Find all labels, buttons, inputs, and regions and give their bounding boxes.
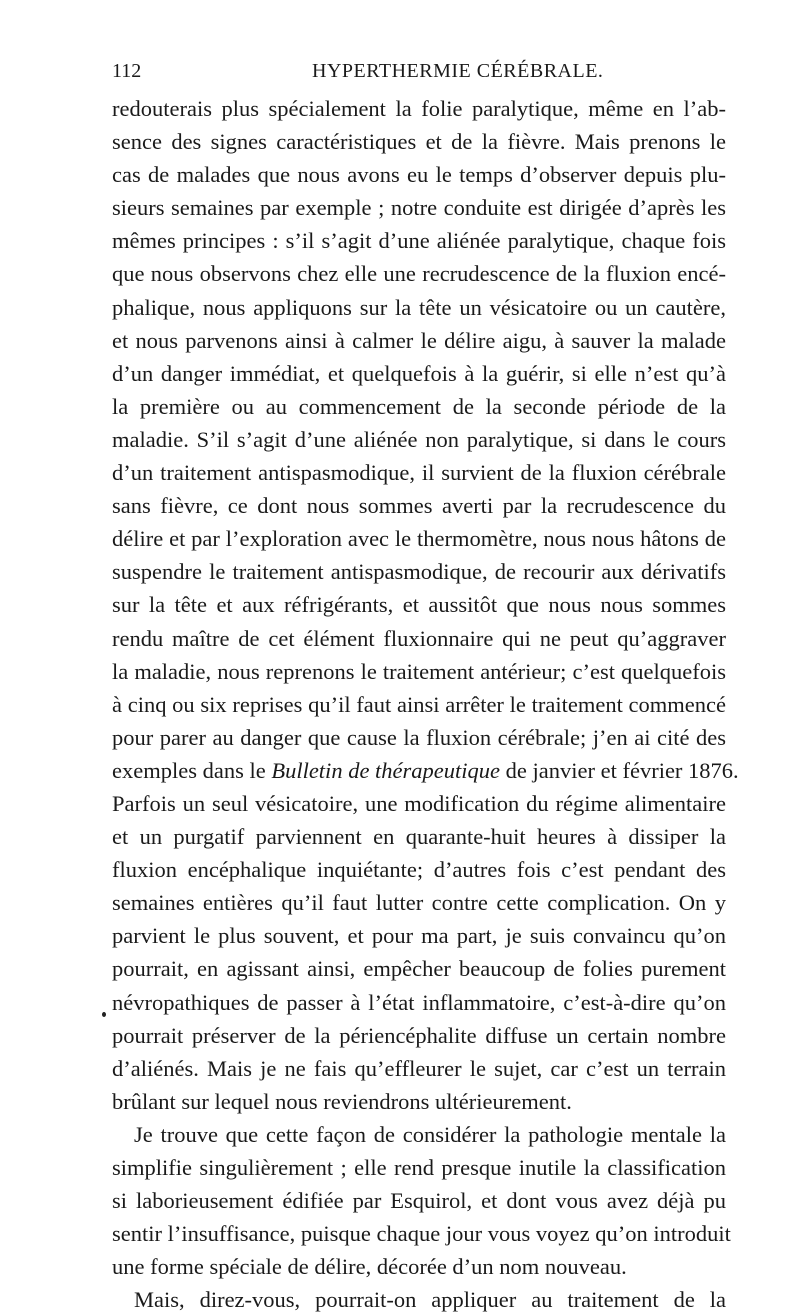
- text-line: et nous parvenons ainsi à calmer le délire aigu, à sauver la malade: [112, 327, 726, 353]
- text-line: parvient le plus souvent, et pour ma part, je suis convaincu qu’on: [112, 923, 726, 949]
- text-line: sieurs semaines par exemple ; notre conduite est dirigée d’après les: [112, 195, 726, 221]
- citation-suffix: de janvier et février 1876.: [500, 757, 739, 783]
- text-line: d’un danger immédiat, et quelquefois à la guérir, si elle n’est qu’à: [112, 360, 726, 386]
- text-line: d’un traitement antispasmodique, il survient de la fluxion cérébrale: [112, 460, 726, 486]
- text-line: suspendre le traitement antispasmodique, de recourir aux dérivatifs: [112, 559, 726, 585]
- running-head: [112, 56, 724, 86]
- text-line: la maladie, nous reprenons le traitement antérieur; c’est quelquefois: [112, 658, 726, 684]
- text-line: mêmes principes : s’il s’agit d’une aliénée paralytique, chaque fois: [112, 228, 726, 254]
- text-line: brûlant sur lequel nous reviendrons ultérieurement.: [112, 1088, 572, 1114]
- text-line: phalique, nous appliquons sur la tête un vésicatoire ou un cautère,: [112, 294, 726, 320]
- text-line: et un purgatif parviennent en quarante-huit heures à dissiper la: [112, 824, 726, 850]
- text-line: sentir l’insuffisance, puisque chaque jour vous voyez qu’on introduit: [112, 1221, 731, 1247]
- text-line: pourrait, en agissant ainsi, empêcher beaucoup de folies purement: [112, 956, 726, 982]
- text-line: délire et par l’exploration avec le thermomètre, nous nous hâtons de: [112, 526, 726, 552]
- paragraph-3: [112, 1283, 726, 1316]
- text-line: une forme spéciale de délire, décorée d’un nom nouveau.: [112, 1254, 627, 1280]
- text-line: maladie. S’il s’agit d’une aliénée non paralytique, si dans le cours: [112, 426, 726, 452]
- text-line: simplifie singulièrement ; elle rend presque inutile la classification: [112, 1155, 726, 1180]
- citation-prefix: exemples dans le: [112, 757, 272, 783]
- journal-title: Bulletin de thérapeutique: [271, 757, 501, 783]
- text-line: névropathiques de passer à l’état inflammatoire, c’est-à-dire qu’on: [112, 989, 726, 1015]
- text-line: fluxion encéphalique inquiétante; d’autres fois c’est pendant des: [112, 857, 726, 883]
- text-line: sans fièvre, ce dont nous sommes averti par la recrudescence du: [112, 493, 726, 519]
- text-line: si laborieusement édifiée par Esquirol, et dont vous avez déjà pu: [112, 1188, 726, 1214]
- text-line: cas de malades que nous avons eu le temps d’observer depuis plu-: [112, 162, 726, 188]
- paragraph-2: [112, 1118, 731, 1283]
- text-line: à cinq ou six reprises qu’il faut ainsi arrêter le traitement commencé: [112, 691, 726, 717]
- text-line: Je trouve que cette façon de considérer la pathologie mentale la: [134, 1121, 726, 1147]
- paragraph-1: [112, 92, 739, 1118]
- text-line: Mais, direz-vous, pourrait-on appliquer au traitement de la: [134, 1287, 726, 1313]
- text-line: rendu maître de cet élément fluxionnaire qui ne peut qu’aggraver: [112, 625, 726, 651]
- text-line-citation: [112, 754, 739, 787]
- text-line: sence des signes caractéristiques et de la fièvre. Mais prenons le: [112, 129, 726, 155]
- text-line: que nous observons chez elle une recrudescence de la fluxion encé-: [112, 261, 726, 287]
- ink-speck: [102, 1012, 106, 1017]
- text-line: Parfois un seul vésicatoire, une modification du régime alimentaire: [112, 790, 726, 816]
- text-line: sur la tête et aux réfrigérants, et aussitôt que nous nous sommes: [112, 592, 726, 618]
- page-number: 112: [112, 60, 142, 82]
- text-line: d’aliénés. Mais je ne fais qu’effleurer le sujet, car c’est un terrain: [112, 1055, 726, 1081]
- text-line: la première ou au commencement de la seconde période de la: [112, 393, 726, 419]
- body-text: [112, 92, 739, 1316]
- text-line: pourrait préserver de la périencéphalite diffuse un certain nombre: [112, 1022, 726, 1048]
- running-title: HYPERTHERMIE CÉRÉBRALE.: [312, 60, 604, 82]
- text-line: semaines entières qu’il faut lutter contre cette complication. On y: [112, 890, 726, 916]
- text-line: pour parer au danger que cause la fluxion cérébrale; j’en ai cité des: [112, 724, 726, 750]
- text-line: redouterais plus spécialement la folie paralytique, même en l’ab-: [112, 96, 726, 121]
